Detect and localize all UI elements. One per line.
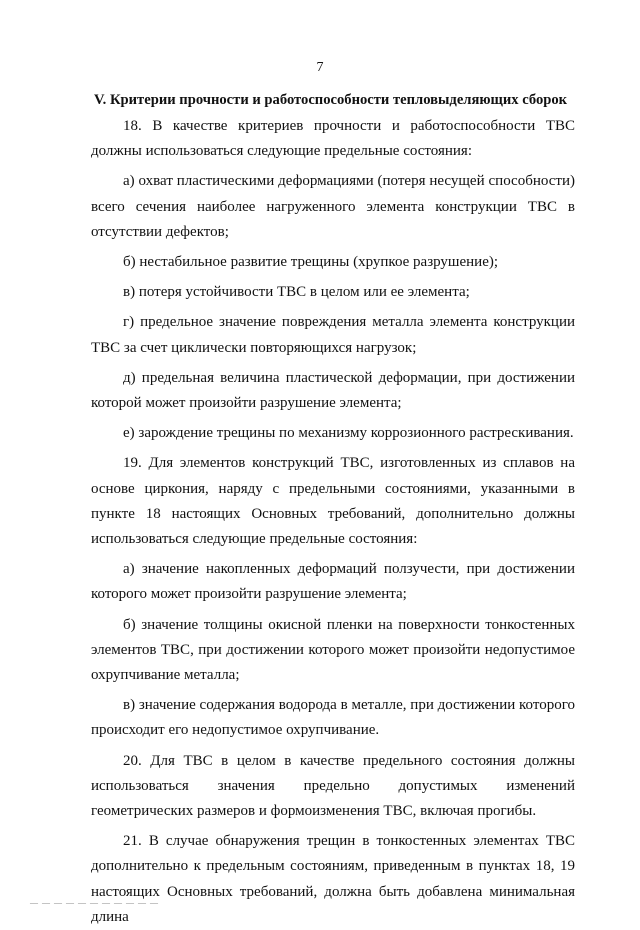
- item-18-e: е) зарождение трещины по механизму коррозионного растрескивания.: [123, 425, 574, 442]
- paragraph-19: 19. Для элементов конструкций ТВС, изготовленных из сплавов на основе циркония, наряду с предельными состояниями, указанными в пункте 18 настоящих Основных требований, дополнительно должны использоваться следующие предельные состояния:: [91, 455, 575, 548]
- scan-artifact: — — — — — — — — — — —: [30, 898, 159, 907]
- item-19-b: б) значение толщины окисной пленки на поверхности тонкостенных элементов ТВС, при достижении которого может произойти недопустимое охрупчивание металла;: [91, 616, 575, 684]
- item-18-g: г) предельное значение повреждения металла элемента конструкции ТВС за счет циклически повторяющихся нагрузок;: [91, 314, 575, 356]
- paragraph-21: 21. В случае обнаружения трещин в тонкостенных элементах ТВС дополнительно к предельным состояниям, приведенным в пунктах 18, 19 настоящих Основных требований, должна быть добавлена минимальная длина: [91, 833, 575, 925]
- paragraph-20: 20. Для ТВС в целом в качестве предельного состояния должны использоваться значения предельно допустимых изменений геометрических размеров и формоизменения ТВС, включая прогибы.: [91, 752, 575, 820]
- document-body: [0, 114, 640, 930]
- item-19-v: в) значение содержания водорода в металле, при достижении которого происходит его недопустимое охрупчивание.: [91, 697, 575, 739]
- item-18-a: а) охват пластическими деформациями (потеря несущей способности) всего сечения наиболее нагруженного элемента конструкции ТВС в отсутствии дефектов;: [91, 173, 575, 240]
- page-number: 7: [316, 60, 324, 75]
- section-heading: V. Критерии прочности и работоспособности тепловыделяющих сборок: [94, 92, 568, 108]
- item-18-v: в) потеря устойчивости ТВС в целом или ее элемента;: [123, 284, 470, 301]
- item-19-a: а) значение накопленных деформаций ползучести, при достижении которого может произойти разрушение элемента;: [91, 561, 575, 603]
- paragraph-18: 18. В качестве критериев прочности и работоспособности ТВС должны использоваться следующие предельные состояния:: [91, 118, 575, 160]
- item-18-b: б) нестабильное развитие трещины (хрупкое разрушение);: [123, 254, 499, 271]
- item-18-d: д) предельная величина пластической деформации, при достижении которой может произойти разрушение элемента;: [91, 369, 575, 412]
